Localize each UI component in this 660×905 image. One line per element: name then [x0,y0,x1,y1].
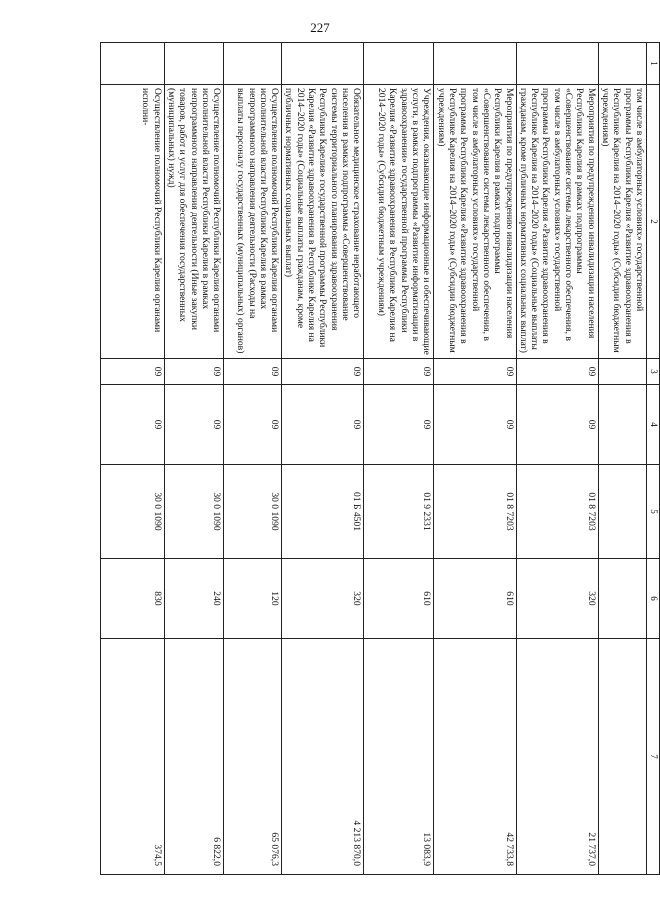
header-cell: 7 [647,639,660,875]
col1-cell [364,43,434,85]
table-row [516,43,598,875]
target-article-cell: 30 0 1090 [101,465,165,559]
table-row [434,43,516,875]
section-cell: 09 [364,359,434,385]
subsection-cell: 09 [101,385,165,465]
section-cell: 09 [101,359,165,385]
subsection-cell: 09 [224,385,282,465]
table-row [224,43,282,875]
description-cell: Мероприятия по предупреждению инвалидизации населения Республики Карелия в рамках подпрограммы «Совершенствование системы лекарственного обеспечения, в том числе в амбулаторных условиях» государственной программы Республики Карелия «Развитие здравоохранения в Республике Карелия на 2014–2020 годы» (Социальные выплаты гражданам, кроме публичных нормативных социальных выплат) [516,85,598,359]
expense-type-cell: 830 [101,559,165,639]
target-article-cell: 01 9 2331 [364,465,434,559]
header-cell: 2 [647,85,660,359]
page-number: 227 [310,20,330,35]
description-cell: Осуществление полномочий Республики Карелия органами исполни- [101,85,165,359]
expense-type-cell: 120 [224,559,282,639]
amount-cell: 42 733,8 [434,639,516,875]
description-cell: том числе в амбулаторных условиях» государственной программы Республики Карелия «Развитие здравоохранения в Республике Карелия на 2014–2020 годы» (Субсидии бюджетным учреждениям) [598,85,646,359]
amount-cell: 65 076,3 [224,639,282,875]
section-cell: 09 [164,359,224,385]
col1-cell [224,43,282,85]
amount-cell: 4 213 870,0 [282,639,364,875]
amount-cell: 6 822,0 [164,639,224,875]
header-cell: 3 [647,359,660,385]
expense-type-cell [598,559,646,639]
expense-type-cell: 320 [516,559,598,639]
target-article-cell: 01 Б 4501 [282,465,364,559]
description-cell: Мероприятия по предупреждению инвалидизации населения Республики Карелия в рамках подпрограммы «Совершенствование системы лекарственного обеспечения, в том числе в амбулаторных условиях» государственной программы Республики Карелия «Развитие здравоохранения в Республике Карелия на 2014–2020 годы» (Субсидии бюджетным учреждениям) [434,85,516,359]
table-row [364,43,434,875]
target-article-cell [598,465,646,559]
table-row [282,43,364,875]
header-row [647,43,660,875]
subsection-cell [598,385,646,465]
description-cell: Осуществление полномочий Республики Карелия органами исполнительной власти Республики Карелия в рамках непрограммного направления деятельности (Расходы на выплаты персоналу государственных (муниципальных) органов) [224,85,282,359]
col1-cell [598,43,646,85]
section-cell: 09 [516,359,598,385]
expense-type-cell: 240 [164,559,224,639]
budget-table [100,42,660,875]
table-row [164,43,224,875]
section-cell [598,359,646,385]
description-cell: Осуществление полномочий Республики Карелия органами исполнительной власти Республики Карелия в рамках непрограммного направления деятельности (Иные закупки товаров, работ и услуг для обеспечения государственных (муниципальных) нужд) [164,85,224,359]
col1-cell [101,43,165,85]
col1-cell [164,43,224,85]
subsection-cell: 09 [282,385,364,465]
table-row [598,43,646,875]
subsection-cell: 09 [164,385,224,465]
amount-cell: 374,5 [101,639,165,875]
header-cell: 6 [647,559,660,639]
target-article-cell: 01 8 7203 [516,465,598,559]
subsection-cell: 09 [516,385,598,465]
section-cell: 09 [282,359,364,385]
subsection-cell: 09 [434,385,516,465]
amount-cell: 21 737,0 [516,639,598,875]
section-cell: 09 [434,359,516,385]
expense-type-cell: 610 [434,559,516,639]
expense-type-cell: 610 [364,559,434,639]
header-cell: 4 [647,385,660,465]
header-cell: 1 [647,43,660,85]
description-cell: Обязательное медицинское страхование неработающего населения в рамках подпрограммы «Совершенствование системы территориального планирования здравоохранения Республики Карелия» государственной программы Республики Карелия «Развитие здравоохранения в Республике Карелия на 2014–2020 годы» (Социальные выплаты гражданам, кроме публичных нормативных социальных выплат) [282,85,364,359]
expense-type-cell: 320 [282,559,364,639]
rotated-table-container [100,42,660,874]
col1-cell [516,43,598,85]
target-article-cell: 01 8 7203 [434,465,516,559]
subsection-cell: 09 [364,385,434,465]
col1-cell [282,43,364,85]
target-article-cell: 30 0 1090 [164,465,224,559]
header-cell: 5 [647,465,660,559]
amount-cell [598,639,646,875]
target-article-cell: 30 0 1090 [224,465,282,559]
amount-cell: 13 083,9 [364,639,434,875]
col1-cell [434,43,516,85]
table-row [101,43,165,875]
section-cell: 09 [224,359,282,385]
description-cell: Учреждения, оказывающие информационные и обеспечивающие услуги, в рамках подпрограммы «Развитие информатизации в здравоохранении» государственной программы Республики Карелия «Развитие здравоохранения в Республике Карелия на 2014–2020 годы» (Субсидии бюджетным учреждениям) [364,85,434,359]
